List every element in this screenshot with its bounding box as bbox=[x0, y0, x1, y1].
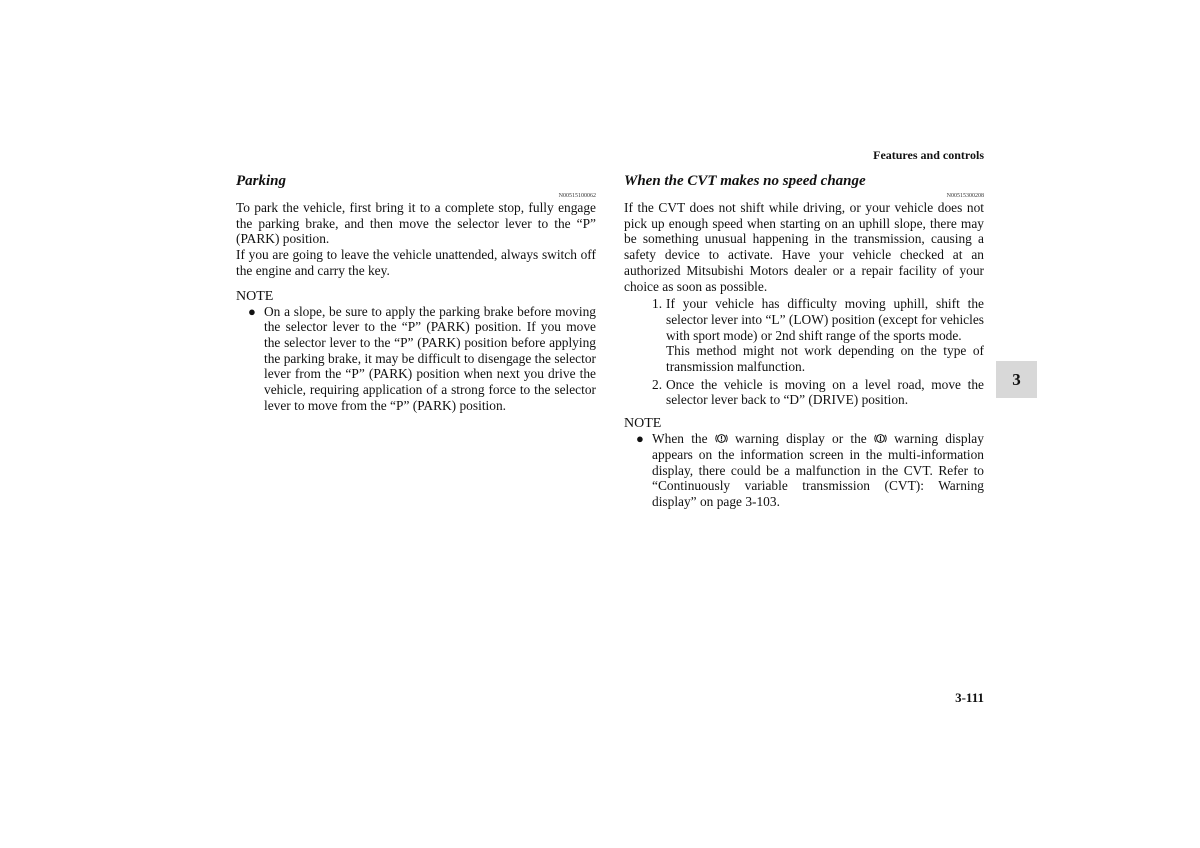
note-item bbox=[236, 304, 596, 414]
note-item bbox=[624, 431, 984, 510]
paragraph: To park the vehicle, first bring it to a complete stop, fully engage the parking brake, and then move the selector lever to the “P” (PARK) position. bbox=[236, 200, 596, 247]
note-text: On a slope, be sure to apply the parking brake before moving the selector lever to the “P” (PARK) position. If you move the selector lever to the “P” (PARK) position before applying the parking brake, it may be difficult to disengage the selector lever from the “P” (PARK) position when next you drive the vehicle, requiring application of a strong force to the selector lever to move from the “P” (PARK) position. bbox=[264, 303, 596, 413]
list-item bbox=[652, 296, 984, 375]
note-text bbox=[652, 431, 984, 509]
cvt-temperature-warning-icon bbox=[874, 432, 887, 445]
bullet-icon: ● bbox=[248, 303, 256, 319]
reference-code: N00515100062 bbox=[558, 193, 596, 199]
list-item bbox=[652, 377, 984, 408]
note-heading: NOTE bbox=[624, 416, 662, 432]
right-column bbox=[624, 170, 984, 510]
list-number: 1. bbox=[652, 296, 663, 312]
list-subtext: This method might not work depending on the type of transmission malfunction. bbox=[666, 343, 984, 375]
list-number: 2. bbox=[652, 376, 663, 392]
chapter-tab: 3 bbox=[996, 361, 1037, 398]
note-text-part: When the bbox=[652, 431, 708, 447]
paragraph: If the CVT does not shift while driving, or your vehicle does not pick up enough speed when starting on an uphill slope, there may be something unusual happening in the transmission, causing a safety device to activate. Have your vehicle checked at an authorized Mitsubishi Motors dealer or a repair facility of your choice as soon as possible. bbox=[624, 200, 984, 294]
section-title-parking: Parking bbox=[236, 173, 287, 189]
left-column bbox=[236, 170, 596, 413]
note-text-part: warning display or the bbox=[735, 431, 867, 447]
note-heading: NOTE bbox=[236, 288, 274, 304]
paragraph: If you are going to leave the vehicle unattended, always switch off the engine and carry the key. bbox=[236, 247, 596, 278]
cvt-warning-icon bbox=[715, 432, 728, 445]
bullet-icon: ● bbox=[636, 431, 644, 447]
list-text: Once the vehicle is moving on a level road, move the selector lever back to “D” (DRIVE) position. bbox=[666, 376, 984, 408]
page-number: 3-111 bbox=[955, 690, 984, 705]
running-header: Features and controls bbox=[873, 148, 984, 162]
reference-code: N00515300208 bbox=[946, 193, 984, 199]
section-title-cvt: When the CVT makes no speed change bbox=[624, 173, 866, 189]
numbered-list bbox=[624, 296, 984, 408]
list-text: If your vehicle has difficulty moving uphill, shift the selector lever into “L” (LOW) position (except for vehicles with sport mode) or 2nd shift range of the sports mode. bbox=[666, 296, 984, 343]
note-text-part: warning display appears on the information screen in the multi-information display, there could be a malfunction in the CVT. Refer to “Continuously variable transmission (CVT): Warning display” on page 3-103. bbox=[652, 431, 984, 509]
